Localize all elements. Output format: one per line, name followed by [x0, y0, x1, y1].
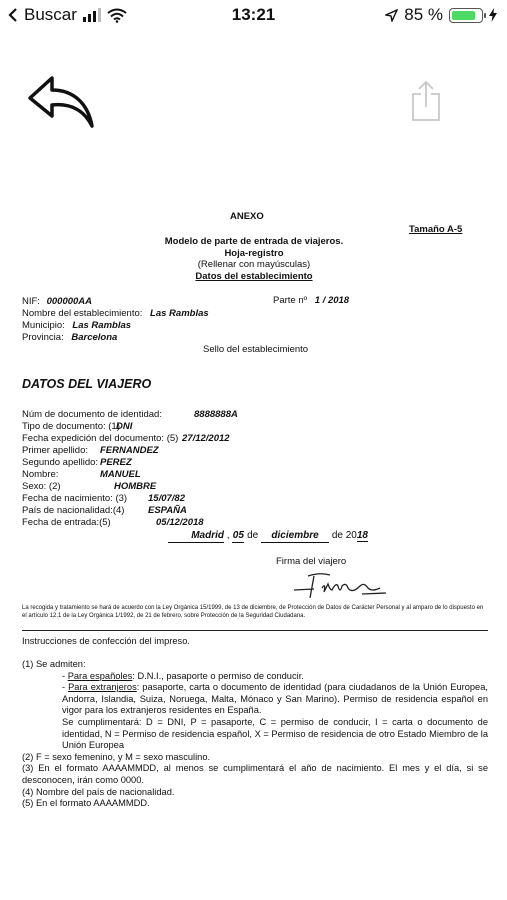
- parte-value: 1 / 2018: [314, 295, 350, 306]
- field-value: PEREZ: [100, 457, 132, 468]
- instruction-1c: [62, 717, 488, 752]
- instruction-1: (1) Se admiten:: [22, 659, 86, 669]
- status-bar: [0, 0, 507, 32]
- form-title: Modelo de parte de entrada de viajeros.: [164, 236, 344, 247]
- instruction-4: (4) Nombre del país de nacionalidad.: [22, 786, 175, 797]
- size-label: Tamaño A-5: [409, 224, 463, 235]
- charging-icon: [489, 8, 497, 22]
- signature-label: Firma del viajero: [276, 556, 347, 567]
- instruction-1a: - Para españoles: D.N.I., pasaporte o permiso de conducir.: [62, 670, 304, 681]
- instruction-1b-label: Para extranjeros: [68, 682, 137, 693]
- place-value: Madrid: [168, 530, 224, 543]
- annex-heading: ANEXO: [230, 211, 264, 222]
- field-label: Fecha de nacimiento: (3): [22, 493, 128, 504]
- instructions-body: [22, 659, 488, 810]
- divider: [22, 630, 488, 631]
- field-value: ESPAÑA: [148, 505, 187, 516]
- year-prefix: de 20: [331, 530, 357, 541]
- field-label: Fecha expedición del documento: (5): [22, 433, 179, 444]
- seal-label: Sello del establecimiento: [203, 344, 309, 355]
- field-value: 27/12/2012: [182, 433, 230, 444]
- nif-row: [22, 296, 92, 308]
- provincia-value: Barcelona: [71, 332, 118, 343]
- instruction-5: (5) En el formato AAAAMMDD.: [22, 798, 150, 809]
- instruction-1b-text: : pasaporte, carta o documento de identidad (para ciudadanos de la Unión Europea, Andorra, Islandia, Suiza, Noruega, Malta, Mónaco y San Marino). Permiso de residencia español en vigor para los extranjeros residentes en España.: [62, 682, 488, 716]
- legal-notice: La recogida y tratamiento se hará de acuerdo con la Ley Orgánica 15/1999, de 13 de diciembre, de Protección de Datos de Carácter Personal y al amparo de lo dispuesto en el artículo 12.1 de la Ley Orgánica 1/1992, de 21 de febrero, sobre Protección de la Seguridad Ciudadana.: [22, 605, 484, 619]
- field-row: [22, 481, 302, 493]
- field-row: [22, 445, 302, 457]
- establishment-name-value: Las Ramblas: [150, 308, 209, 319]
- field-label: Segundo apellido:: [22, 457, 99, 468]
- de-label: de: [247, 530, 259, 541]
- field-value: FERNANDEZ: [100, 445, 159, 456]
- field-row: [22, 493, 302, 505]
- municipio-row: [22, 320, 131, 332]
- field-label: Sexo: (2): [22, 481, 61, 492]
- field-row: [22, 469, 302, 481]
- year-value: 18: [356, 530, 368, 541]
- municipio-value: Las Ramblas: [72, 320, 132, 331]
- instruction-2: (2) F = sexo femenino, y M = sexo masculino.: [22, 751, 211, 762]
- field-row: [22, 421, 302, 433]
- status-time: 13:21: [231, 5, 276, 24]
- battery-percent: 85 %: [404, 5, 443, 24]
- establishment-name-label: Nombre del establecimiento:: [22, 308, 143, 319]
- field-value: MANUEL: [100, 469, 141, 480]
- reply-back-icon[interactable]: [26, 74, 96, 130]
- field-label: Núm de documento de identidad:: [22, 409, 162, 420]
- field-row: [22, 433, 302, 445]
- establishment-name-row: [22, 308, 209, 320]
- day-value: 05: [232, 530, 244, 541]
- provincia-label: Provincia:: [22, 332, 64, 343]
- field-label: Primer apellido:: [22, 445, 88, 456]
- location-icon: [385, 9, 398, 22]
- status-right: [385, 5, 497, 25]
- month-value: diciembre: [261, 530, 329, 543]
- form-note: (Rellenar con mayúsculas): [197, 259, 311, 270]
- field-label: Tipo de documento: (1): [22, 421, 120, 432]
- parte-row: [273, 295, 349, 307]
- field-value: DNI: [116, 421, 133, 432]
- signature-image: [290, 570, 395, 604]
- section-establishment: Datos del establecimiento: [195, 271, 313, 282]
- field-label: Fecha de entrada:(5): [22, 517, 111, 528]
- instructions-title: Instrucciones de confección del impreso.: [22, 636, 190, 646]
- instruction-1a-text: : D.N.I., pasaporte o permiso de conducir.: [132, 670, 304, 681]
- field-label: País de nacionalidad:(4): [22, 505, 125, 516]
- form-subtitle: Hoja-registro: [224, 248, 284, 259]
- field-row: [22, 457, 302, 469]
- instruction-1a-label: Para españoles: [67, 670, 133, 681]
- field-row: [22, 517, 302, 529]
- instruction-1b: - Para extranjeros: pasaporte, carta o documento de identidad (para ciudadanos de la Unión Europea, Andorra, Islandia, Suiza, Noruega, Malta, Mónaco y San Marino). Permiso de residencia español en vigor para los extranjeros residentes en España.: [62, 682, 488, 716]
- field-value: 8888888A: [194, 409, 238, 420]
- provincia-row: [22, 332, 117, 344]
- parte-label: Parte nº: [273, 295, 308, 306]
- instruction-1c-pre: Se cumplimentará:: [62, 716, 147, 727]
- field-value: HOMBRE: [114, 481, 157, 492]
- carrier-label[interactable]: Buscar: [24, 5, 77, 24]
- instruction-3: (3) En el formato AAAAMMDD, al menos se cumplimentará el año de nacimiento. El mes y el día, si se desconocen, irán como 0000.: [22, 763, 488, 785]
- field-value: 15/07/82: [148, 493, 185, 504]
- instruction-1c-text: D = DNI, P = pasaporte, C = permiso de conducir, I = carta o documento de identidad, N = Permiso de residencia español, X = Permiso de residencia de otro Estado Miembro de la Unión Europea: [62, 716, 488, 751]
- field-row: [22, 409, 302, 421]
- share-icon[interactable]: [411, 80, 441, 122]
- field-label: Nombre:: [22, 469, 59, 480]
- nif-value: 000000AA: [46, 296, 93, 307]
- field-row: [22, 505, 302, 517]
- section-traveler: DATOS DEL VIAJERO: [22, 377, 152, 391]
- traveler-fields: [22, 409, 302, 529]
- field-value: 05/12/2018: [156, 517, 204, 528]
- battery-icon: [449, 8, 483, 23]
- municipio-label: Municipio:: [22, 320, 65, 331]
- date-line: Madrid , 05 de diciembre de 2018: [168, 530, 368, 543]
- nif-label: NIF:: [22, 296, 40, 307]
